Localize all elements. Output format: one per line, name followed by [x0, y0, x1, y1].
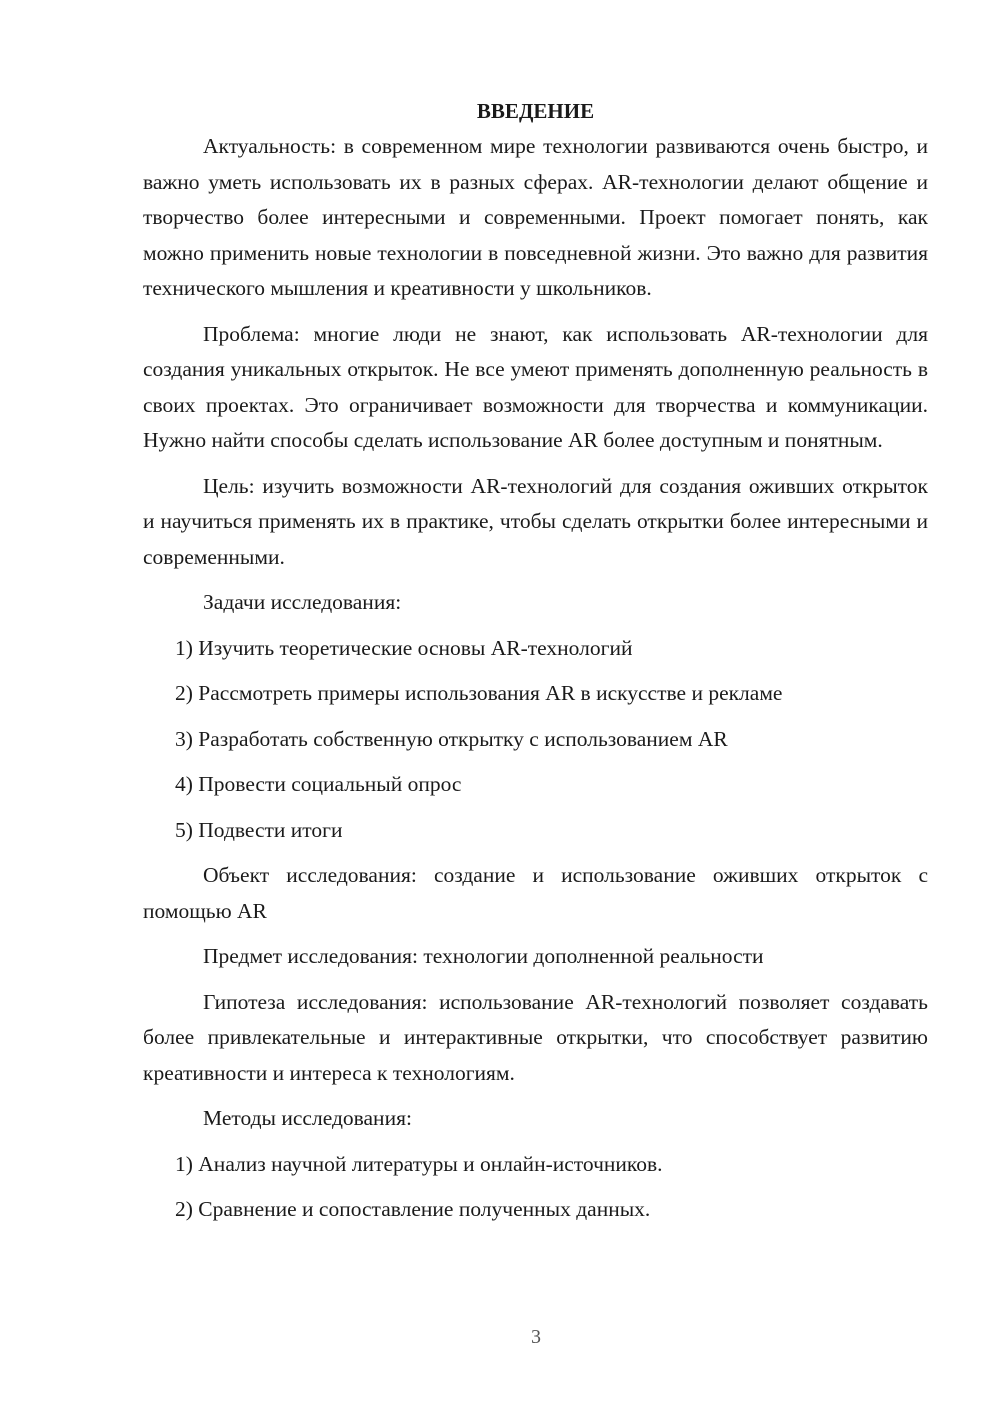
- list-item: 1) Анализ научной литературы и онлайн-источников.: [175, 1151, 663, 1176]
- problem-paragraph: Проблема: многие люди не знают, как использовать AR-технологии для создания уникальных открыток. Не все умеют применять дополненную реальность в своих проектах. Это ограничивает возможности для творчества и коммуникации. Нужно найти способы сделать использование AR более доступным и понятным.: [143, 321, 928, 452]
- list-item: 1) Изучить теоретические основы AR-технологий: [175, 635, 633, 660]
- section-title: ВВЕДЕНИЕ: [476, 99, 595, 123]
- methods-heading: Методы исследования:: [203, 1106, 412, 1130]
- subject-paragraph: Предмет исследования: технологии дополненной реальности: [203, 944, 764, 968]
- tasks-heading: Задачи исследования:: [203, 590, 402, 614]
- goal-paragraph: Цель: изучить возможности AR-технологий для создания оживших открыток и научиться применять их в практике, чтобы сделать открытки более интересными и современными.: [143, 473, 928, 569]
- document-page: [143, 94, 928, 1238]
- relevance-paragraph: Актуальность: в современном мире технологии развиваются очень быстро, и важно уметь использовать их в разных сферах. AR-технологии делают общение и творчество более интересными и современными. Проект помогает понять, как можно применить новые технологии в повседневной жизни. Это важно для развития технического мышления и креативности у школьников.: [143, 134, 928, 300]
- tasks-list: [143, 631, 928, 849]
- list-item: 3) Разработать собственную открытку с использованием AR: [175, 726, 728, 751]
- list-item: 2) Сравнение и сопоставление полученных данных.: [175, 1197, 651, 1221]
- page-number: 3: [531, 1326, 541, 1348]
- list-item: 2) Рассмотреть примеры использования AR в искусстве и рекламе: [175, 681, 783, 705]
- hypothesis-paragraph: Гипотеза исследования: использование AR-технологий позволяет создавать более привлекательные и интерактивные открытки, что способствует развитию креативности и интереса к технологиям.: [143, 989, 928, 1085]
- methods-list: [143, 1147, 928, 1228]
- list-item: 5) Подвести итоги: [175, 817, 343, 842]
- object-paragraph: Объект исследования: создание и использование оживших открыток с помощью AR: [143, 863, 928, 923]
- list-item: 4) Провести социальный опрос: [175, 772, 462, 796]
